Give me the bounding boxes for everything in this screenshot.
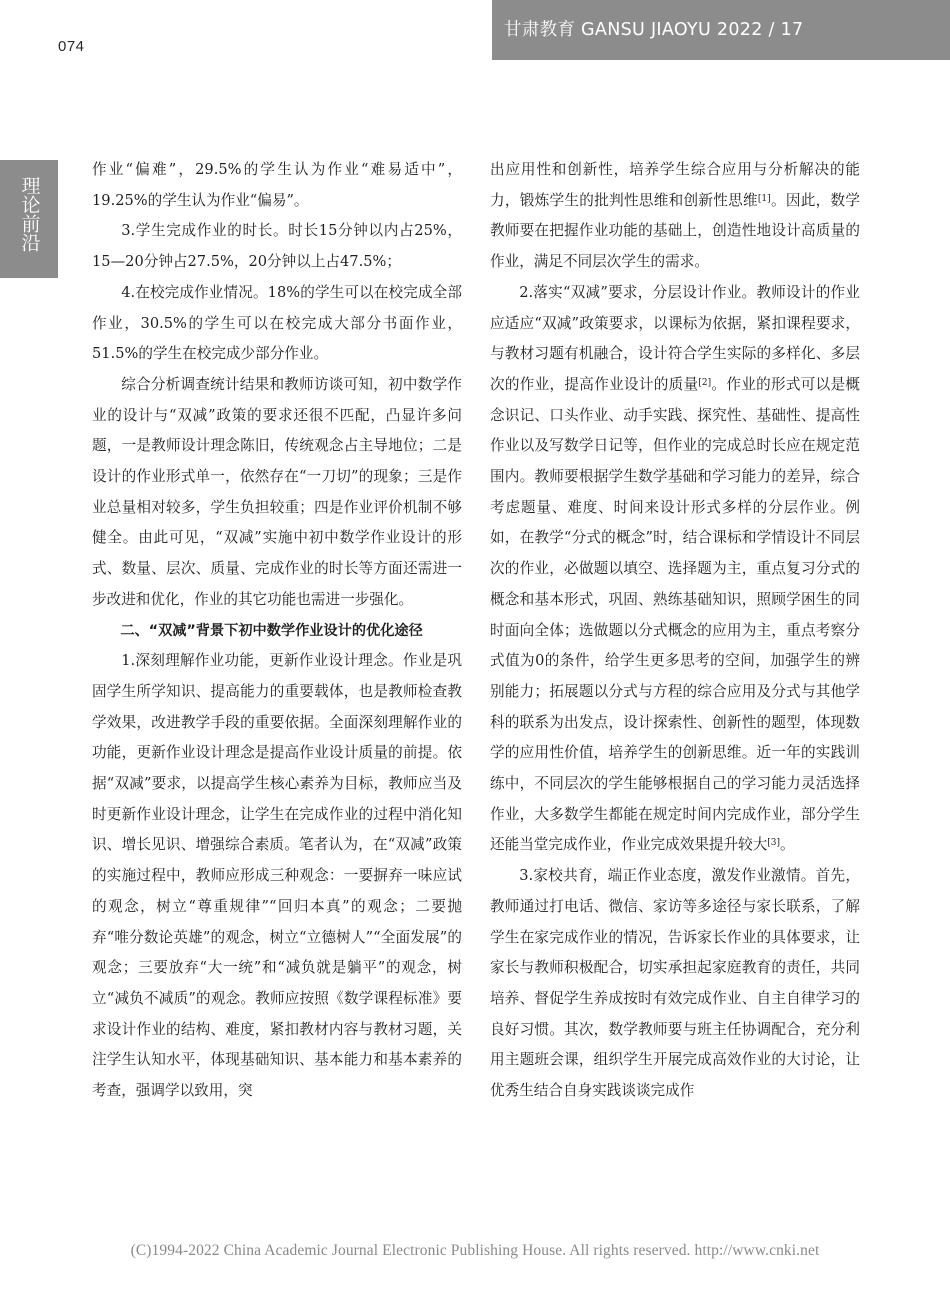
section-tab <box>0 160 58 278</box>
section-heading: 二、“双减”背景下初中数学作业设计的优化途径 <box>120 622 423 639</box>
section-tab-label: 理论前沿 <box>18 176 41 252</box>
continued-text-a: 出应用性和创新性，培养学生综合应用与分析解决的能力，锻炼学生的批判性思维和创新性思维 <box>490 161 860 209</box>
paragraph-subsection-2 <box>490 278 860 861</box>
item-4-lead: 4.在校完成作业情况。 <box>121 283 268 301</box>
paragraph-continued: 作业“偏难”，29.5%的学生认为作业“难易适中”，19.25%的学生认为作业“偏易”。 <box>92 161 462 209</box>
paragraph-analysis: 综合分析调查统计结果和教师访谈可知，初中数学作业的设计与“双减”政策的要求还很不匹配，凸显许多问题，一是教师设计理念陈旧，传统观念占主导地位；二是设计的作业形式单一，依然存在“一刀切”的现象；三是作业总量相对较多，学生负担较重；四是作业评价机制不够健全。由此可见，“双减”实施中初中数学作业设计的形式、数量、层次、质量、完成作业的时长等方面还需进一步改进和优化，作业的其它功能也需进一步强化。 <box>92 375 462 608</box>
item-3-text: 时长15分钟以内占25%，15—20分钟占27.5%，20分钟以上占47.5%； <box>92 222 462 271</box>
subsection-1-text: 作业是巩固学生所学知识、提高能力的重要载体，也是教师检查教学效果，改进教学手段的重要依据。全面深刻理解作业的功能，更新作业设计理念是提高作业设计质量的前提。依据“双减”要求，以提高学生核心素养为目标，教师应当及时更新作业设计理念，让学生在完成作业的过程中消化知识、增长见识、增强综合素质。笔者认为，在“双减”政策的实施过程中，教师应形成三种观念：一要摒弃一味应试的观念，树立“尊重规律”“回归本真”的观念；二要抛弃“唯分数论英雄”的观念，树立“立德树人”“全面发展”的观念；三要放弃“大一统”和“减负就是躺平”的观念，树立“减负不减质”的观念。教师应按照《数学课程标准》要求设计作业的结构、难度，紧扣教材内容与教材习题，关注学生认知水平，体现基础知识、基本能力和基本素养的考查，强调学以致用，突 <box>92 652 462 1100</box>
subsection-3-lead: 3.家校共育，端正作业态度，激发作业激情。 <box>519 867 816 885</box>
subsection-1-lead: 1.深刻理解作业功能，更新作业设计理念。 <box>121 652 403 670</box>
page-number: 074 <box>58 38 85 55</box>
item-4-text: 18%的学生可以在校完成全部作业，30.5%的学生可以在校完成大部分书面作业，51.5%的学生在校完成少部分作业。 <box>92 283 462 363</box>
item-3-lead: 3.学生完成作业的时长。 <box>121 222 289 240</box>
paragraph-continued-right <box>490 155 860 278</box>
subsection-2-lead: 2.落实“双减”要求，分层设计作业。 <box>519 283 757 301</box>
subsection-2-text-b: 。作业的形式可以是概念识记、口头作业、动手实践、探究性、基础性、提高性作业以及写数学日记等，但作业的完成总时长应在规定范围内。教师要根据学生数学基础和学习能力的差异，综合考虑题量、难度、时间来设计形式多样的分层作业。例如，在教学“分式的概念”时，结合课标和学情设计不同层次的作业，必做题以填空、选择题为主，重点复习分式的概念和基本形式，巩固、熟练基础知识，照顾学困生的同时面向全体；选做题以分式概念的应用为主，重点考察分式值为0的条件，给学生更多思考的空间，加强学生的辨别能力；拓展题以分式与方程的综合应用及分式与其他学科的联系为出发点，设计探索性、创新性的题型，体现数学的应用性价值，培养学生的创新思维。近一年的实践训练中，不同层次的学生能够根据自己的学习能力灵活选择作业，大多数学生都能在规定时间内完成作业，部分学生还能当堂完成作业，作业完成效果提升较大 <box>490 375 860 854</box>
paragraph-item-3 <box>92 216 462 277</box>
copyright-footer: (C)1994-2022 China Academic Journal Electronic Publishing House. All rights reserved. http://www.cnki.net <box>130 1242 820 1259</box>
paragraph-item-4 <box>92 278 462 370</box>
continued-text-b: 。因此，数学教师要在把握作业功能的基础上，创造性地设计高质量的作业，满足不同层次学生的需求。 <box>490 191 860 271</box>
citation-1: [1] <box>757 193 771 204</box>
right-column <box>490 155 860 1107</box>
journal-header: 甘肃教育 GANSU JIAOYU 2022 / 17 <box>492 0 950 60</box>
citation-2: [2] <box>698 377 712 388</box>
subsection-2-text-c: 。 <box>780 836 795 854</box>
paragraph-subsection-1 <box>92 646 462 1107</box>
left-column <box>92 155 462 1107</box>
paragraph-subsection-3 <box>490 861 860 1107</box>
citation-3: [3] <box>767 838 781 849</box>
subsection-2-text-a: 教师设计的作业应适应“双减”政策要求，以课标为依据，紧扣课程要求，与教材习题有机融合，设计符合学生实际的多样化、多层次的作业，提高作业设计的质量 <box>490 283 860 393</box>
subsection-3-text: 首先，教师通过打电话、微信、家访等多途径与家长联系，了解学生在家完成作业的情况，告诉家长作业的具体要求，让家长与教师积极配合，切实承担起家庭教育的责任，共同培养、督促学生养成按时有效完成作业、自主自律学习的良好习惯。其次，数学教师要与班主任协调配合，充分利用主题班会课，组织学生开展完成高效作业的大讨论，让优秀生结合自身实践谈谈完成作 <box>490 867 860 1100</box>
